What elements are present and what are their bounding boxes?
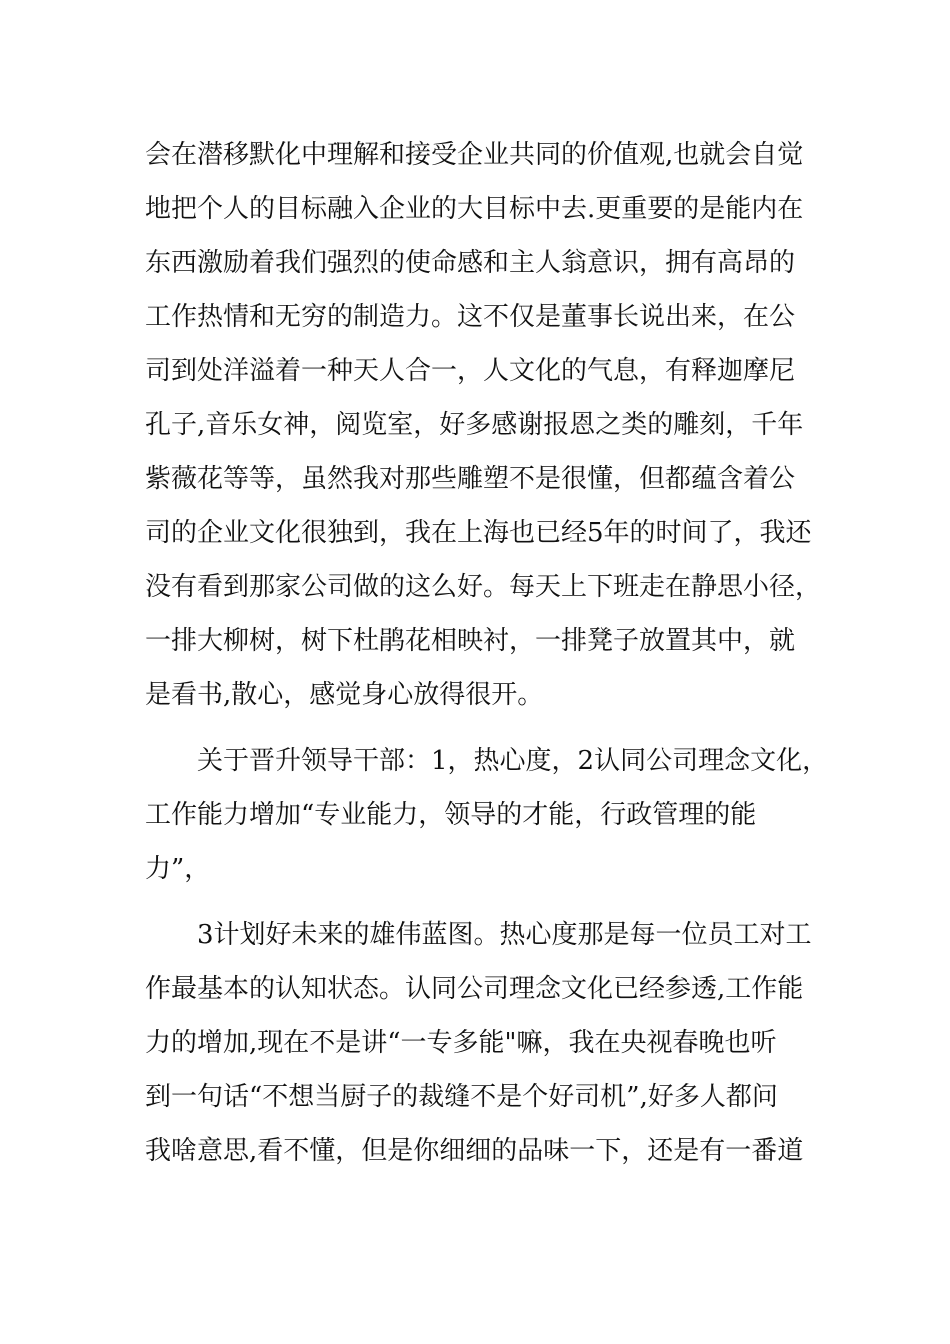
text-line: 力的增加,现在不是讲“一专多能"嘛，我在央视春晚也听 bbox=[145, 1028, 777, 1058]
text-line: 工作能力增加“专业能力，领导的才能，行政管理的能 bbox=[145, 800, 757, 830]
text-line: 我啥意思,看不懂，但是你细细的品味一下，还是有一番道 bbox=[145, 1136, 804, 1166]
text-line: 紫薇花等等，虽然我对那些雕塑不是很懂，但都蕴含着公 bbox=[145, 464, 796, 494]
text-line: 3计划好未来的雄伟蓝图。热心度那是每一位员工对工 bbox=[197, 920, 812, 950]
text-line: 力”， bbox=[145, 854, 211, 884]
text-line: 孔子,音乐女神，阅览室，好多感谢报恩之类的雕刻，千年 bbox=[145, 410, 804, 440]
text-line: 司的企业文化很独到，我在上海也已经5年的时间了，我还 bbox=[145, 518, 812, 548]
document-body bbox=[145, 128, 829, 1178]
text-line: 会在潜移默化中理解和接受企业共同的价值观,也就会自觉 bbox=[145, 140, 804, 170]
text-line: 到一句话“不想当厨子的裁缝不是个好司机”,好多人都问 bbox=[145, 1082, 778, 1112]
text-line: 一排大柳树，树下杜鹃花相映衬，一排凳子放置其中，就 bbox=[145, 626, 796, 656]
text-line: 司到处洋溢着一种天人合一，人文化的气息，有释迦摩尼 bbox=[145, 356, 796, 386]
paragraph-3 bbox=[145, 908, 815, 1178]
text-line: 东西激励着我们强烈的使命感和主人翁意识，拥有高昂的 bbox=[145, 248, 796, 278]
text-line: 作最基本的认知状态。认同公司理念文化已经参透,工作能 bbox=[145, 974, 804, 1004]
text-line: 工作热情和无穷的制造力。这不仅是董事长说出来，在公 bbox=[145, 302, 796, 332]
text-line: 没有看到那家公司做的这么好。每天上下班走在静思小径， bbox=[145, 572, 822, 602]
paragraph-2 bbox=[145, 734, 829, 896]
text-line: 是看书,散心，感觉身心放得很开。 bbox=[145, 680, 544, 710]
paragraph-1 bbox=[145, 128, 822, 722]
text-line: 关于晋升领导干部：1，热心度，2认同公司理念文化， bbox=[197, 746, 829, 776]
text-line: 地把个人的目标融入企业的大目标中去.更重要的是能内在 bbox=[145, 194, 804, 224]
